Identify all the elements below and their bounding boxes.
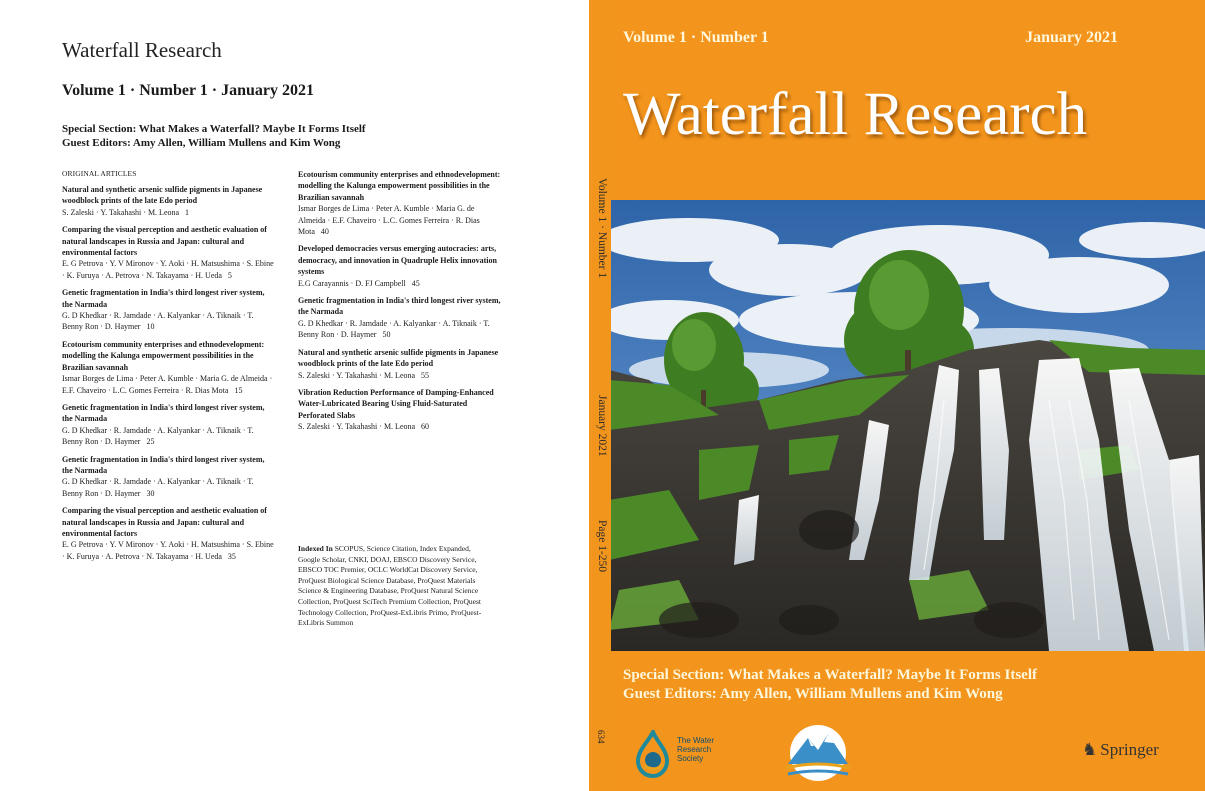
back-issue-line: Volume 1 · Number 1 · January 2021 — [62, 82, 315, 99]
front-cover — [595, 0, 1205, 791]
article-entry — [62, 402, 274, 448]
article-page: 25 — [146, 437, 155, 447]
indexed-in-label: Indexed In — [298, 544, 333, 553]
right-article-column — [298, 169, 503, 439]
article-authors: S. Zaleski · Y. Takahashi · M. Leona — [62, 207, 180, 217]
back-cover — [0, 0, 595, 791]
article-authors: S. Zaleski · Y. Takahashi · M. Leona — [298, 370, 416, 380]
article-authors-line — [298, 318, 503, 341]
mountain-logo — [778, 724, 858, 782]
article-authors-line — [62, 539, 274, 562]
article-authors-line — [62, 425, 274, 448]
article-authors: G. D Khedkar · R. Jamdade · A. Kalyankar · A. Tiknaik · T. Benny Ron · D. Haymer — [298, 318, 490, 340]
article-authors: E.G Carayannis · D. FJ Campbell — [298, 278, 406, 288]
article-authors-line — [62, 476, 274, 499]
article-title: Genetic fragmentation in India's third longest river system, the Narmada — [62, 454, 265, 475]
article-entry — [62, 454, 274, 500]
back-special-section — [62, 122, 366, 150]
article-entry — [62, 287, 274, 333]
front-special-section — [623, 666, 1037, 704]
article-entry — [62, 184, 274, 218]
article-entry — [62, 224, 274, 281]
article-authors: G. D Khedkar · R. Jamdade · A. Kalyankar · A. Tiknaik · T. Benny Ron · D. Haymer — [62, 425, 254, 447]
article-authors-line — [62, 258, 274, 281]
article-entry — [298, 243, 503, 289]
back-journal-title: Waterfall Research — [62, 38, 222, 62]
article-authors-line — [298, 203, 503, 237]
front-journal-title: Waterfall Research — [623, 81, 1088, 148]
article-entry — [298, 387, 503, 433]
publisher-name: Springer — [1100, 740, 1159, 759]
spine-pages: Page 1-250 — [596, 520, 608, 573]
water-drop-icon — [633, 730, 673, 778]
front-special-section-title: Special Section: What Makes a Waterfall? Maybe It Forms Itself — [623, 667, 1037, 683]
spine-code: 634 — [596, 730, 606, 744]
back-guest-editors: Guest Editors: Amy Allen, William Mullens and Kim Wong — [62, 137, 341, 149]
article-page: 55 — [421, 370, 430, 380]
article-title: Comparing the visual perception and aesthetic evaluation of natural landscapes in Russia and Japan: cultural and environmental factors — [62, 506, 267, 538]
mountain-icon — [778, 724, 858, 782]
indexed-in-text: SCOPUS, Science Citation, Index Expanded, Google Scholar, CNKI, DOAJ, EBSCO Discovery Service, EBSCO TOC Premier, OCLC WorldCat Discovery Service, ProQuest Biological Science Database, ProQuest Materials Science & Engineering Database, ProQuest Natural Science Collection, ProQuest SciTech Premium Collection, ProQuest Technology Collection, ProQuest-ExLibris Primo, ProQuest-ExLibris Summon — [298, 544, 482, 628]
article-page: 5 — [227, 270, 232, 280]
article-authors: Ismar Borges de Lima · Peter A. Kumble · Maria G. de Almeida · E.F. Chaveiro · L.C. Gomes Ferreira · R. Dias Mota — [62, 374, 273, 395]
article-title: Natural and synthetic arsenic sulfide pigments in Japanese woodblock prints of the late Edo period — [298, 347, 499, 369]
article-authors-line — [62, 373, 274, 396]
article-title: Genetic fragmentation in India's third longest river system, the Narmada — [62, 288, 265, 309]
article-authors: Ismar Borges de Lima · Peter A. Kumble · Maria G. de Almeida · E.F. Chaveiro · L.C. Gomes Ferreira · R. Dias Mota — [298, 204, 480, 237]
article-entry — [298, 295, 503, 341]
article-authors: G. D Khedkar · R. Jamdade · A. Kalyankar · A. Tiknaik · T. Benny Ron · D. Haymer — [62, 311, 254, 332]
left-article-column — [62, 184, 274, 568]
spine-volume-number: Volume 1 · Number 1 — [596, 178, 608, 279]
springer-horse-icon: ♞ — [1082, 740, 1098, 759]
springer-logo — [1082, 740, 1159, 760]
article-authors-line — [62, 310, 274, 333]
article-page: 10 — [146, 322, 155, 332]
article-page: 50 — [382, 330, 391, 340]
article-page: 45 — [411, 278, 420, 288]
front-date: January 2021 — [1025, 29, 1118, 46]
article-title: Genetic fragmentation in India's third longest river system, the Narmada — [62, 402, 265, 424]
back-special-section-title: Special Section: What Makes a Waterfall? Maybe It Forms Itself — [62, 123, 366, 135]
article-title: Ecotourism community enterprises and ethnodevelopment: modelling the Kalunga empowerment possibilities in the Brazilian savannah — [298, 170, 501, 202]
logo-text: The Water Research Society — [677, 736, 715, 763]
front-volume-number: Volume 1 · Number 1 — [623, 29, 769, 46]
article-authors-line — [298, 370, 503, 381]
article-title: Developed democracies versus emerging autocracies: arts, democracy, and innovation in Quadruple Helix innovation systems — [298, 244, 497, 277]
article-page: 30 — [146, 488, 155, 498]
article-title: Natural and synthetic arsenic sulfide pigments in Japanese woodblock prints of the late Edo period — [62, 185, 263, 206]
article-authors: G. D Khedkar · R. Jamdade · A. Kalyankar · A. Tiknaik · T. Benny Ron · D. Haymer — [62, 477, 254, 498]
article-authors-line — [298, 421, 503, 432]
article-authors-line — [298, 278, 503, 289]
article-authors: E. G Petrova · Y. V Mironov · Y. Aoki · H. Matsushima · S. Ebine · K. Furuya · A. Petrova · N. Takayama · H. Ueda — [62, 259, 274, 280]
article-entry — [62, 339, 274, 396]
article-title: Vibration Reduction Performance of Damping-Enhanced Water-Lubricated Bearing Using Fluid-Saturated Perforated Slabs — [298, 387, 494, 420]
cover-waterfall-photo — [609, 200, 1205, 651]
article-entry — [298, 169, 503, 237]
article-authors: E. G Petrova · Y. V Mironov · Y. Aoki · H. Matsushima · S. Ebine · K. Furuya · A. Petrova · N. Takayama · H. Ueda — [62, 540, 274, 561]
original-articles-heading: ORIGINAL ARTICLES — [62, 169, 137, 178]
article-title: Ecotourism community enterprises and ethnodevelopment: modelling the Kalunga empowerment possibilities in the Brazilian savannah — [62, 339, 265, 372]
article-page: 40 — [320, 227, 329, 237]
article-page: 35 — [227, 551, 236, 561]
article-entry — [298, 347, 503, 381]
article-authors: S. Zaleski · Y. Takahashi · M. Leona — [298, 422, 416, 432]
article-page: 60 — [421, 422, 430, 432]
article-authors-line — [62, 207, 274, 218]
article-page: 15 — [234, 385, 243, 395]
article-page: 1 — [185, 207, 190, 217]
front-guest-editors: Guest Editors: Amy Allen, William Mullens and Kim Wong — [623, 686, 1003, 702]
water-research-society-logo — [633, 730, 733, 778]
article-title: Comparing the visual perception and aesthetic evaluation of natural landscapes in Russia and Japan: cultural and environmental factors — [62, 225, 267, 258]
spine-date: January 2021 — [596, 395, 608, 457]
article-entry — [62, 505, 274, 562]
article-title: Genetic fragmentation in India's third longest river system, the Narmada — [298, 296, 501, 317]
indexed-in-block — [298, 544, 490, 629]
